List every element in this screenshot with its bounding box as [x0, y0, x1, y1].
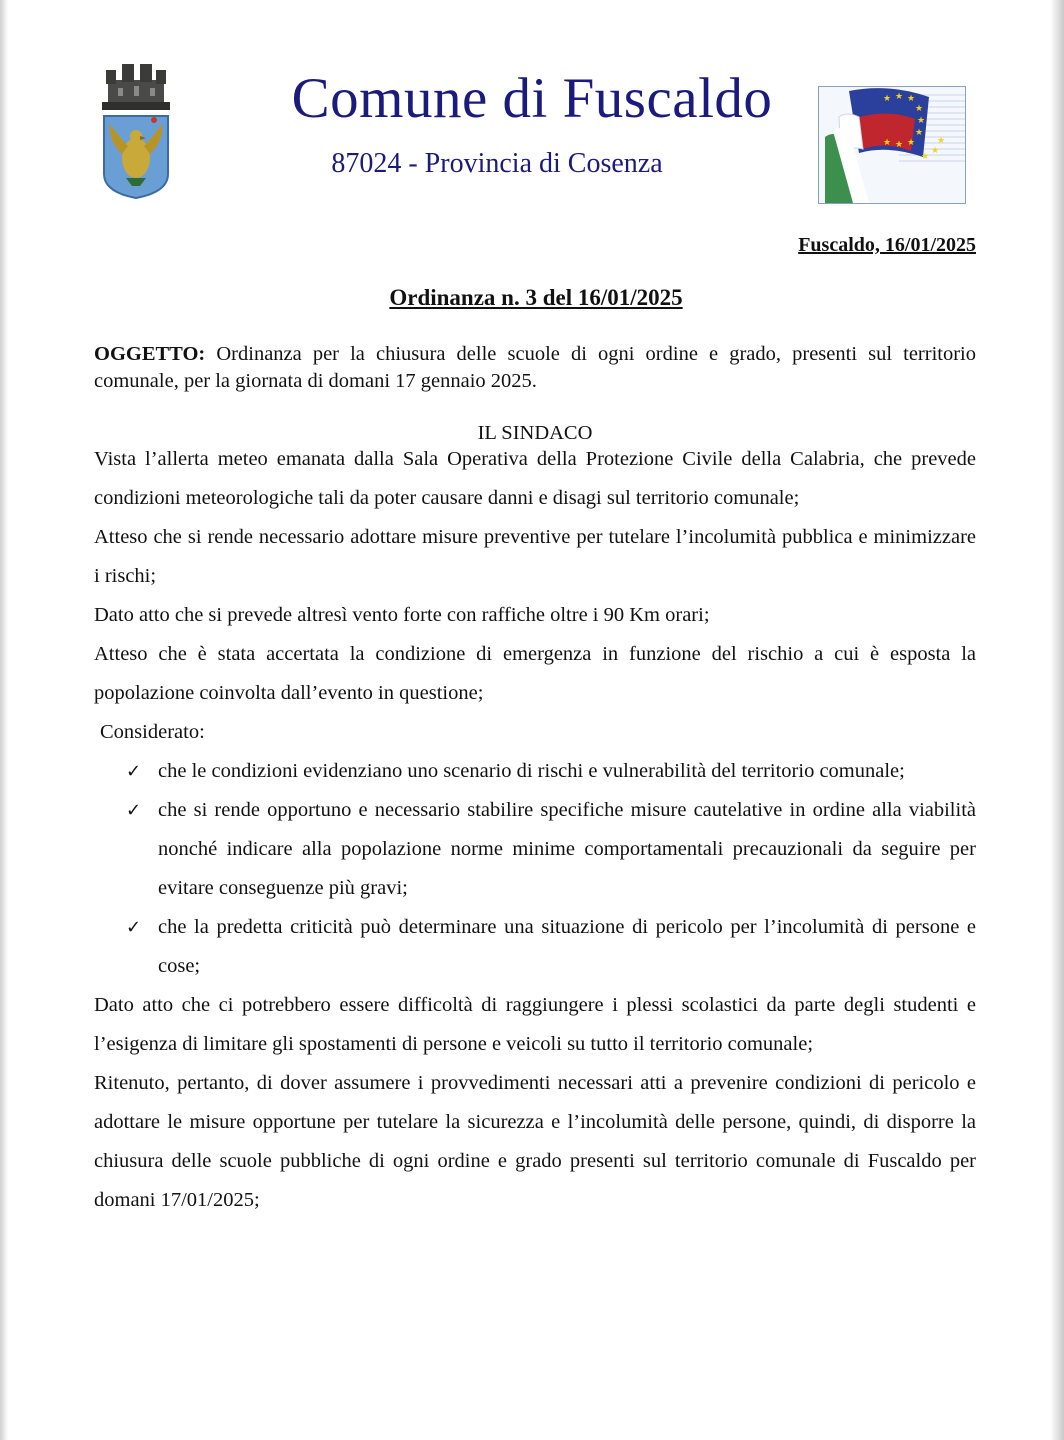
check-mark-icon: ✓ [126, 800, 142, 821]
svg-text:★: ★ [907, 94, 916, 104]
list-item-text: che le condizioni evidenziano uno scenario di rischi e vulnerabilità del territorio comunale; [158, 760, 905, 782]
ordinance-title: Ordinanza n. 3 del 16/01/2025 [389, 285, 683, 310]
check-mark-icon: ✓ [126, 917, 142, 938]
subject-label: OGGETTO: [94, 343, 206, 365]
list-item-text: che la predetta criticità può determinare una situazione di pericolo per l’incolumità di persone e cose; [158, 916, 976, 977]
paragraph: Ritenuto, pertanto, di dover assumere i provvedimenti necessari atti a prevenire condizioni di pericolo e adottare le misure opportune per tutelare la sicurezza e l’incolumità delle persone, quindi, di disporre la chiusura delle scuole pubbliche di ogni ordine e grado presenti sul territorio comunale di Fuscaldo per domani 17/01/2025; [94, 1072, 976, 1211]
check-mark-icon: ✓ [126, 761, 142, 782]
paragraph: Dato atto che ci potrebbero essere difficoltà di raggiungere i plessi scolastici da parte degli studenti e l’esigenza di limitare gli spostamenti di persone e veicoli su tutto il territorio comunale; [94, 994, 976, 1055]
subject-block [94, 341, 976, 395]
list-item [94, 752, 976, 791]
list-item [94, 908, 976, 986]
list-item [94, 791, 976, 908]
svg-text:★: ★ [937, 136, 946, 146]
document-body [94, 440, 976, 1220]
svg-text:★: ★ [883, 94, 892, 104]
paragraph: Dato atto che si prevede altresì vento forte con raffiche oltre i 90 Km orari; [94, 604, 710, 626]
mayor-heading: IL SINDACO [477, 422, 593, 444]
svg-text:★: ★ [915, 128, 924, 138]
svg-text:★: ★ [895, 92, 904, 102]
page-title: Comune di Fuscaldo [291, 67, 773, 130]
svg-text:★: ★ [883, 138, 892, 148]
considerations-list [94, 752, 976, 986]
svg-text:★: ★ [915, 104, 924, 114]
place-and-date: Fuscaldo, 16/01/2025 [798, 234, 976, 256]
list-item-text: che si rende opportuno e necessario stabilire specifiche misure cautelative in ordine alla viabilità nonché indicare alla popolazione norme minime comportamentali precauzionali da seguire per evitare conseguenze più gravi; [158, 799, 976, 899]
svg-text:★: ★ [895, 140, 904, 150]
svg-text:★: ★ [921, 152, 930, 162]
subject-text: Ordinanza per la chiusura delle scuole di ogni ordine e grado, presenti sul territorio comunale, per la giornata di domani 17 gennaio 2025. [94, 343, 976, 392]
scan-edge-right [1050, 0, 1064, 1440]
svg-text:★: ★ [907, 138, 916, 148]
considered-label: Considerato: [100, 721, 205, 743]
page-subtitle: 87024 - Provincia di Cosenza [331, 148, 663, 179]
paragraph: Vista l’allerta meteo emanata dalla Sala Operativa della Protezione Civile della Calabria, che prevede condizioni meteorologiche tali da poter causare danni e disagi sul territorio comunale; [94, 448, 976, 509]
svg-text:★: ★ [931, 146, 940, 156]
paragraph: Atteso che si rende necessario adottare misure preventive per tutelare l’incolumità pubblica e minimizzare i rischi; [94, 526, 976, 587]
paragraph: Atteso che è stata accertata la condizione di emergenza in funzione del rischio a cui è esposta la popolazione coinvolta dall’evento in questione; [94, 643, 976, 704]
svg-text:★: ★ [917, 116, 926, 126]
scan-edge-left [0, 0, 8, 1440]
